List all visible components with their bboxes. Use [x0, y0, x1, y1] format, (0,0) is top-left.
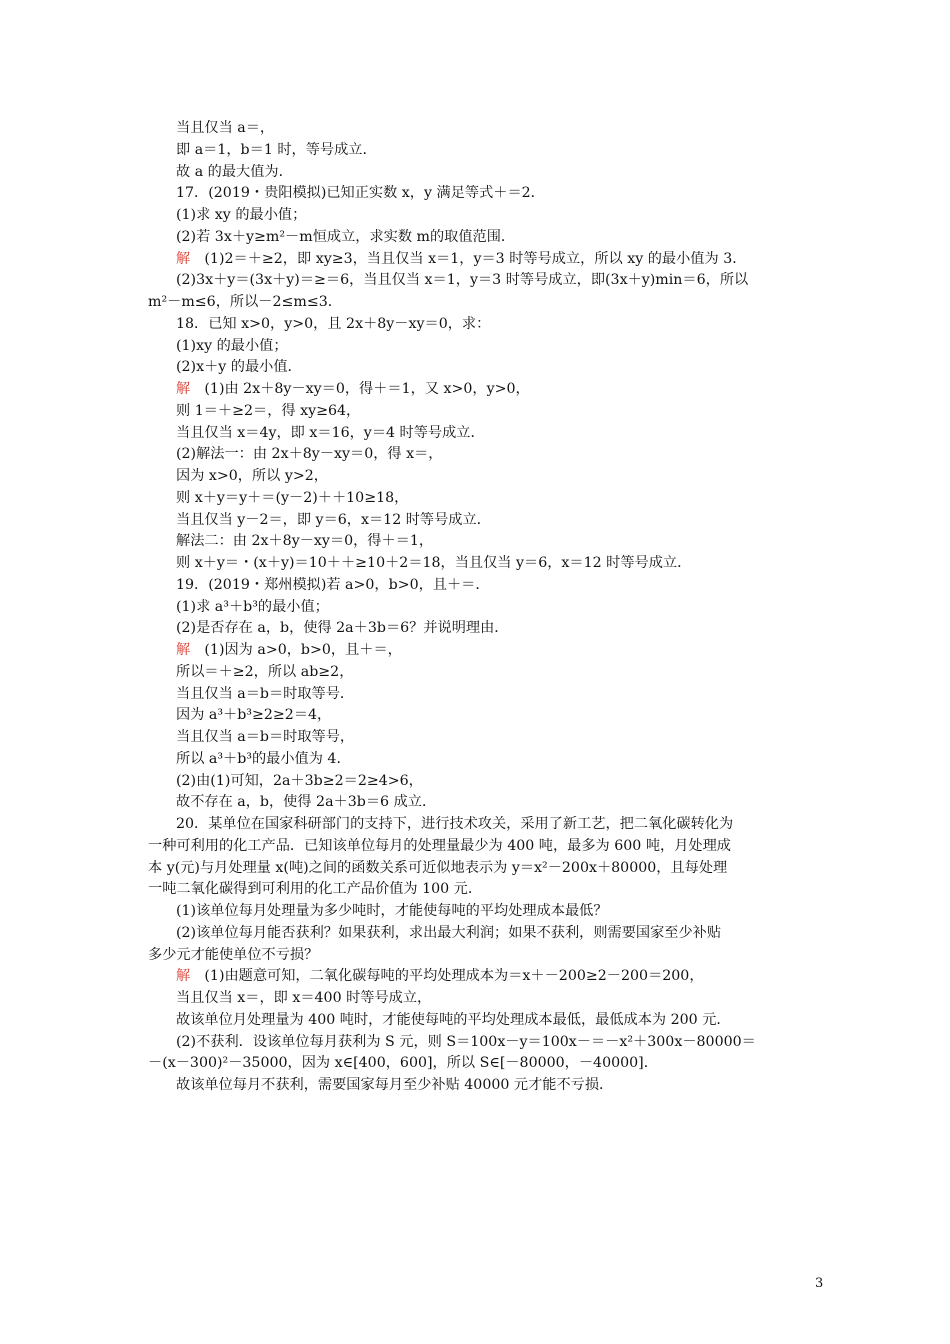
line-text: 当且仅当 x＝4y，即 x＝16，y＝4 时等号成立．: [176, 424, 485, 441]
text-line: [176, 336, 811, 358]
line-text: 故该单位每月不获利，需要国家每月至少补贴 40000 元才能不亏损．: [176, 1077, 614, 1093]
line-text: (1)2＝＋≥2，即 xy≥3，当且仅当 x＝1，y＝3 时等号成立，所以 xy 的最小值为 3．: [190, 250, 747, 267]
text-line: [148, 292, 811, 314]
text-line: [176, 749, 811, 771]
line-text: 20．某单位在国家科研部门的支持下，进行技术攻关，采用了新工艺，把二氧化碳转化为: [176, 816, 734, 832]
text-line: [176, 727, 811, 749]
text-line: [176, 684, 811, 706]
text-line: [148, 1053, 811, 1075]
line-text: －(x－300)²－35000，因为 x∈[400，600]，所以 S∈[－80000，－40000]．: [148, 1055, 658, 1072]
text-line: [176, 379, 811, 401]
line-text: (2)若 3x＋y≥m²－m恒成立，求实数 m的取值范围．: [176, 228, 516, 245]
line-text: (2)解法一：由 2x＋8y－xy＝0，得 x＝，: [176, 446, 443, 463]
text-line: [176, 444, 811, 466]
page-number: 3: [815, 1276, 824, 1291]
text-line: [176, 901, 811, 923]
line-text: 一吨二氧化碳得到可利用的化工产品价值为 100 元．: [148, 881, 483, 898]
line-text: 因为 a³＋b³≥2≥2＝4，: [176, 707, 332, 724]
text-line: [176, 553, 811, 575]
line-text: 本 y(元)与月处理量 x(吨)之间的函数关系可近似地表示为 y＝x²－200x＋80000，且每处理: [148, 859, 728, 876]
line-text: 当且仅当 a＝b＝时取等号，: [176, 729, 355, 745]
line-text: (2)x＋y 的最小值．: [176, 359, 302, 376]
text-line: [176, 792, 811, 814]
line-text: (1)求 xy 的最小值；: [176, 207, 307, 223]
line-text: (1)由题意可知，二氧化碳每吨的平均处理成本为＝x＋－200≥2－200＝200，: [190, 968, 704, 985]
line-text: (1)xy 的最小值；: [176, 337, 288, 354]
line-text: (2)不获利．设该单位每月获利为 S 元，则 S＝100x－y＝100x－＝－x²＋300x－80000＝: [176, 1033, 756, 1050]
text-line: [176, 314, 811, 336]
line-text: 当且仅当 a＝b＝时取等号．: [176, 685, 355, 702]
line-text: 即 a＝1，b＝1 时，等号成立．: [176, 141, 377, 158]
line-text: m²－m≤6，所以－2≤m≤3．: [148, 294, 342, 310]
solution-label: 解: [176, 642, 191, 658]
line-text: (2)由(1)可知，2a＋3b≥2＝2≥4>6，: [176, 772, 423, 789]
text-line: [148, 858, 811, 880]
text-line: [176, 510, 811, 532]
text-line: [176, 531, 811, 553]
text-line: [176, 118, 811, 140]
text-line: [176, 162, 811, 184]
text-line: [176, 966, 811, 988]
line-text: 19．(2019・郑州模拟)若 a>0，b>0，且＋＝．: [176, 576, 490, 593]
text-line: [176, 270, 811, 292]
document-body: [148, 118, 811, 1097]
text-line: [148, 836, 811, 858]
line-text: 故 a 的最大值为．: [176, 163, 293, 180]
line-text: (1)该单位每月处理量为多少吨时，才能使每吨的平均处理成本最低？: [176, 903, 608, 919]
line-text: 当且仅当 y－2＝，即 y＝6，x＝12 时等号成立．: [176, 511, 491, 528]
line-text: (2)该单位每月能否获利？如果获利，求出最大利润；如果不获利，则需要国家至少补贴: [176, 924, 722, 941]
line-text: 18．已知 x>0，y>0，且 2x＋8y－xy＝0，求：: [176, 315, 491, 332]
line-text: 多少元才能使单位不亏损？: [148, 946, 319, 963]
text-line: [176, 1075, 811, 1097]
text-line: [176, 640, 811, 662]
solution-label: 解: [176, 381, 191, 397]
text-line: [176, 205, 811, 227]
text-line: [176, 227, 811, 249]
line-text: 则 x＋y＝・(x＋y)＝10＋＋≥10＋2＝18，当且仅当 y＝6，x＝12 时等号成立．: [176, 555, 692, 571]
line-text: 故不存在 a，b，使得 2a＋3b＝6 成立．: [176, 794, 437, 811]
text-line: [176, 423, 811, 445]
text-line: [176, 923, 811, 945]
text-line: [176, 249, 811, 271]
line-text: (1)因为 a>0，b>0，且＋＝，: [190, 642, 402, 658]
solution-label: 解: [176, 250, 191, 267]
text-line: [148, 879, 811, 901]
line-text: 当且仅当 x＝，即 x＝400 时等号成立，: [176, 990, 432, 1006]
text-line: [176, 814, 811, 836]
line-text: (2)是否存在 a，b，使得 2a＋3b＝6？并说明理由．: [176, 620, 509, 637]
line-text: (2)3x＋y＝(3x＋y)＝≥＝6，当且仅当 x＝1，y＝3 时等号成立，即(3x＋y)min＝6，所以: [176, 272, 749, 289]
text-line: [176, 1032, 811, 1054]
line-text: 因为 x>0，所以 y>2，: [176, 468, 328, 484]
line-text: 17．(2019・贵阳模拟)已知正实数 x，y 满足等式＋＝2．: [176, 185, 545, 202]
solution-label: 解: [176, 968, 191, 985]
line-text: 一种可利用的化工产品．已知该单位每月的处理量最少为 400 吨，最多为 600 吨，月处理成: [148, 837, 731, 854]
line-text: 所以 a³＋b³的最小值为 4．: [176, 750, 351, 767]
text-line: [176, 705, 811, 727]
line-text: (1)由 2x＋8y－xy＝0，得＋＝1，又 x>0，y>0，: [190, 381, 530, 397]
text-line: [176, 1010, 811, 1032]
text-line: [148, 945, 811, 967]
line-text: 所以＝＋≥2，所以 ab≥2，: [176, 663, 354, 680]
text-line: [176, 662, 811, 684]
line-text: 则 x＋y＝y＋＝(y－2)＋＋10≥18，: [176, 489, 409, 506]
text-line: [176, 357, 811, 379]
text-line: [176, 140, 811, 162]
text-line: [176, 575, 811, 597]
text-line: [176, 401, 811, 423]
text-line: [176, 618, 811, 640]
line-text: 解法二：由 2x＋8y－xy＝0，得＋＝1，: [176, 533, 434, 550]
text-line: [176, 597, 811, 619]
text-line: [176, 488, 811, 510]
line-text: (1)求 a³＋b³的最小值；: [176, 598, 329, 615]
text-line: [176, 466, 811, 488]
line-text: 故该单位月处理量为 400 吨时，才能使每吨的平均处理成本最低，最低成本为 200 元．: [176, 1011, 731, 1028]
text-line: [176, 988, 811, 1010]
text-line: [176, 183, 811, 205]
text-line: [176, 771, 811, 793]
line-text: 当且仅当 a＝，: [176, 120, 275, 136]
line-text: 则 1＝＋≥2＝，得 xy≥64，: [176, 402, 361, 419]
